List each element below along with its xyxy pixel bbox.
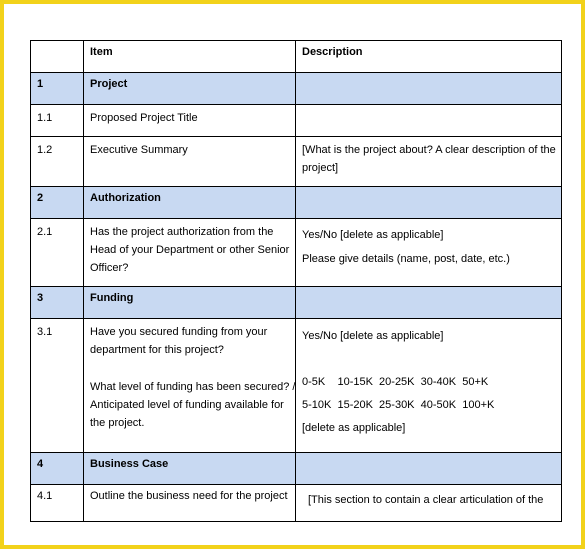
row-description-cell xyxy=(296,485,561,521)
section-number-cell xyxy=(31,73,84,104)
row-item-line: the project. xyxy=(90,417,145,429)
table-row-2-1 xyxy=(31,219,561,287)
header-item-cell xyxy=(84,41,296,72)
table-row-3-1 xyxy=(31,319,561,453)
row-number: 4.1 xyxy=(37,490,53,502)
row-item-cell xyxy=(84,137,296,186)
row-item-line: What level of funding has been secured? / xyxy=(90,381,296,393)
section-description-cell xyxy=(296,73,561,104)
row-number-cell xyxy=(31,485,84,521)
section-row-authorization xyxy=(31,187,561,219)
row-description-line: [What is the project about? A clear description of the xyxy=(302,144,556,156)
row-item-cell xyxy=(84,105,296,136)
row-item-cell xyxy=(84,485,296,521)
section-title: Authorization xyxy=(90,192,161,204)
section-number: 1 xyxy=(37,78,44,90)
section-description-cell xyxy=(296,453,561,484)
row-item-text: Outline the business need for the project xyxy=(90,490,288,502)
section-description-cell xyxy=(296,187,561,218)
section-number-cell xyxy=(31,287,84,318)
section-row-project xyxy=(31,73,561,105)
section-title: Project xyxy=(90,78,128,90)
section-title-cell xyxy=(84,73,296,104)
row-number-cell xyxy=(31,105,84,136)
project-proposal-table xyxy=(30,40,562,522)
row-description-cell xyxy=(296,137,561,186)
row-number-cell xyxy=(31,137,84,186)
row-description-line: [delete as applicable] xyxy=(302,422,406,434)
section-number: 3 xyxy=(37,292,44,304)
section-row-business-case xyxy=(31,453,561,485)
row-number: 1.1 xyxy=(37,112,53,124)
row-description-line: [This section to contain a clear articulation of the xyxy=(308,494,544,506)
funding-range-line: 0-5K 10-15K 20-25K 30-40K 50+K xyxy=(302,376,489,388)
row-item-text: Proposed Project Title xyxy=(90,112,198,124)
row-item-line: Has the project authorization from the xyxy=(90,226,274,238)
table-row-1-2 xyxy=(31,137,561,187)
section-number-cell xyxy=(31,187,84,218)
row-item-cell xyxy=(84,319,296,452)
section-title-cell xyxy=(84,287,296,318)
table-row-1-1 xyxy=(31,105,561,137)
row-number-cell xyxy=(31,319,84,452)
row-item-line: Officer? xyxy=(90,262,129,274)
section-number-cell xyxy=(31,453,84,484)
header-description-label: Description xyxy=(302,46,363,58)
section-title-cell xyxy=(84,453,296,484)
row-description-cell xyxy=(296,319,561,452)
row-item-text: Executive Summary xyxy=(90,144,188,156)
header-item-label: Item xyxy=(90,46,113,58)
row-item-cell xyxy=(84,219,296,286)
header-number-cell xyxy=(31,41,84,72)
row-description-cell xyxy=(296,219,561,286)
table-row-4-1 xyxy=(31,485,561,521)
section-number: 4 xyxy=(37,458,44,470)
section-description-cell xyxy=(296,287,561,318)
table-header-row xyxy=(31,41,561,73)
row-item-line: Head of your Department or other Senior xyxy=(90,244,290,256)
row-description-line: project] xyxy=(302,162,339,174)
header-description-cell xyxy=(296,41,561,72)
row-item-line: Have you secured funding from your xyxy=(90,326,268,338)
row-description-line: Please give details (name, post, date, etc.) xyxy=(302,253,510,265)
section-title: Funding xyxy=(90,292,134,304)
section-title-cell xyxy=(84,187,296,218)
row-number-cell xyxy=(31,219,84,286)
row-item-line: Anticipated level of funding available for xyxy=(90,399,284,411)
row-number: 3.1 xyxy=(37,326,53,338)
row-description-line: Yes/No [delete as applicable] xyxy=(302,229,444,241)
section-number: 2 xyxy=(37,192,44,204)
funding-range-line: 5-10K 15-20K 25-30K 40-50K 100+K xyxy=(302,399,495,411)
section-title: Business Case xyxy=(90,458,169,470)
section-row-funding xyxy=(31,287,561,319)
row-description-line: Yes/No [delete as applicable] xyxy=(302,330,444,342)
row-number: 2.1 xyxy=(37,226,53,238)
row-number: 1.2 xyxy=(37,144,53,156)
row-description-cell xyxy=(296,105,561,136)
row-item-line: department for this project? xyxy=(90,344,224,356)
